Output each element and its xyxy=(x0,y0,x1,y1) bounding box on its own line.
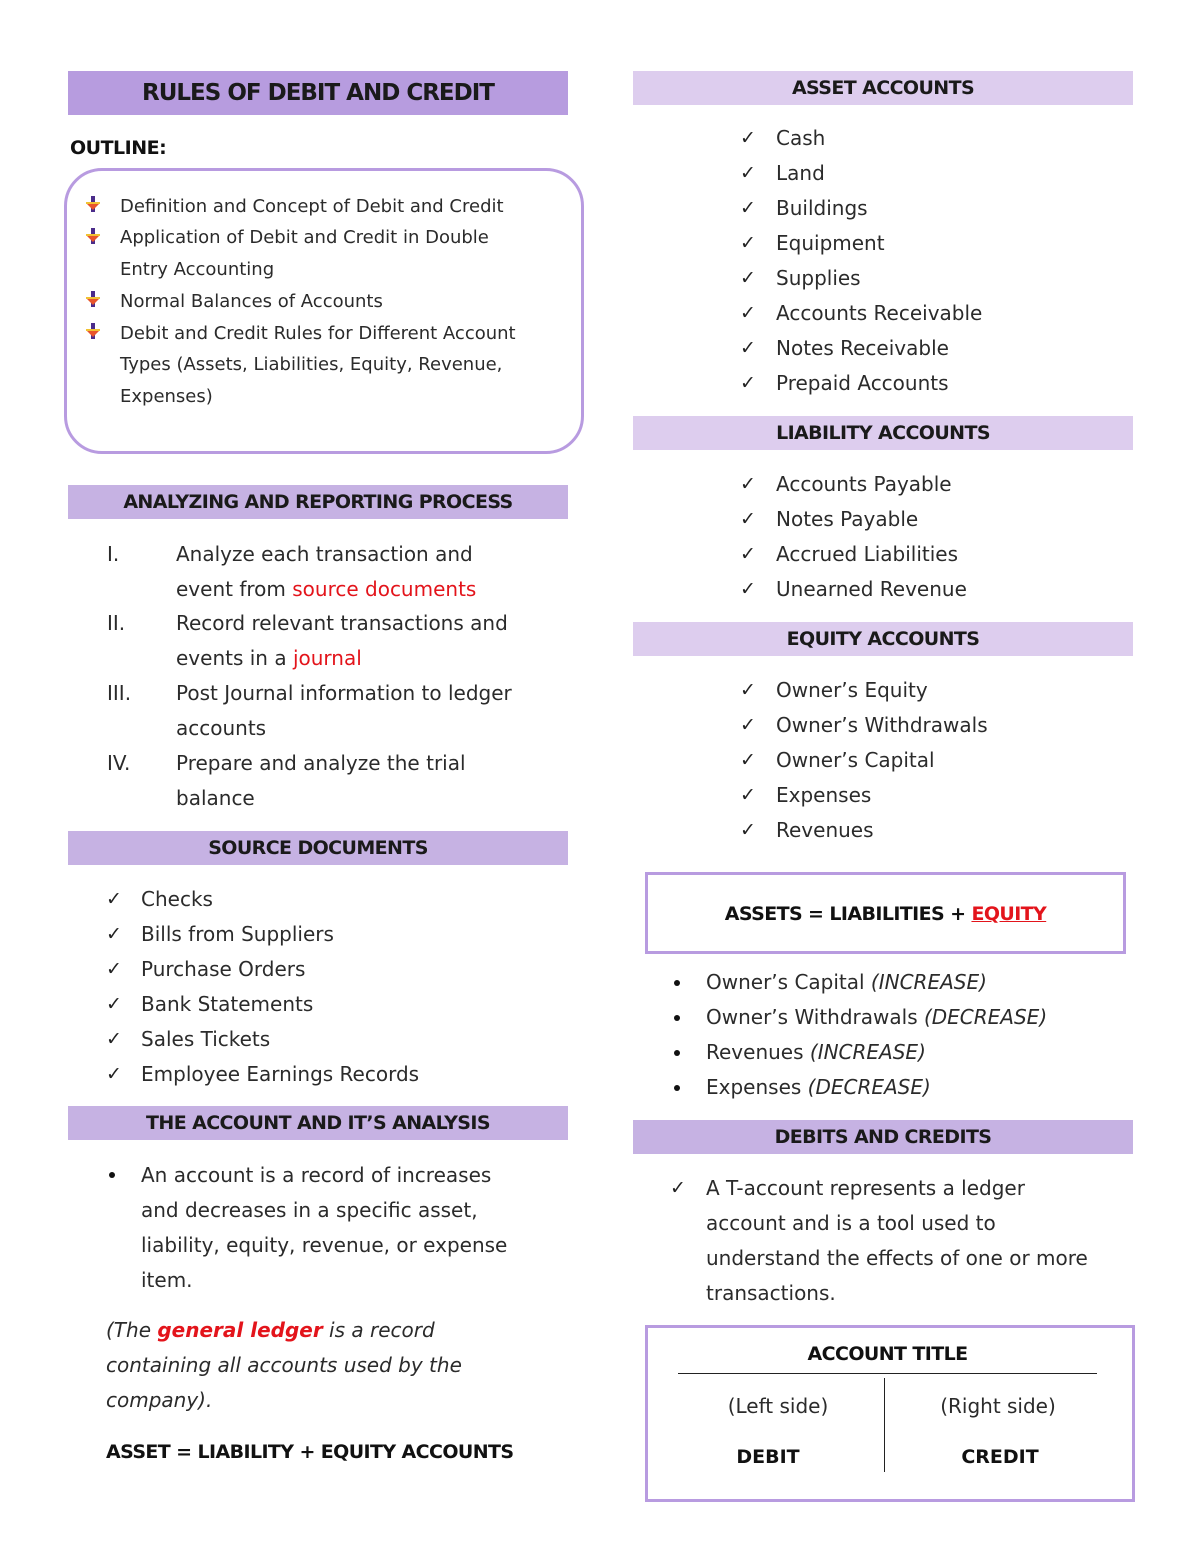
equity-account-item: Revenues xyxy=(776,818,874,842)
check-icon: ✓ xyxy=(740,127,756,149)
general-ledger-note: company). xyxy=(106,1388,213,1412)
outline-item: Application of Debit and Credit in Double xyxy=(120,227,489,248)
bullet-icon xyxy=(109,1172,115,1178)
step-number: III. xyxy=(107,681,132,705)
equity-effect: Owner’s Capital (INCREASE) xyxy=(706,970,987,994)
general-ledger-note: (The general ledger is a record xyxy=(106,1318,435,1342)
process-header: ANALYZING AND REPORTING PROCESS xyxy=(68,485,568,519)
journal-link: journal xyxy=(292,646,362,670)
check-icon: ✓ xyxy=(740,372,756,394)
step-text: Prepare and analyze the trial xyxy=(176,751,466,775)
step-number: II. xyxy=(107,611,126,635)
check-icon: ✓ xyxy=(740,819,756,841)
source-document-item: Purchase Orders xyxy=(141,957,306,981)
check-icon: ✓ xyxy=(106,958,122,980)
t-account-description: understand the effects of one or more xyxy=(706,1246,1088,1270)
asset-account-item: Cash xyxy=(776,126,826,150)
check-icon: ✓ xyxy=(740,232,756,254)
check-icon: ✓ xyxy=(740,337,756,359)
account-analysis-header: THE ACCOUNT AND IT’S ANALYSIS xyxy=(68,1106,568,1140)
credit-label: CREDIT xyxy=(961,1446,1039,1468)
bullet-icon xyxy=(674,1015,680,1021)
check-icon: ✓ xyxy=(106,888,122,910)
source-document-item: Checks xyxy=(141,887,213,911)
account-definition: item. xyxy=(141,1268,193,1292)
liability-account-item: Accrued Liabilities xyxy=(776,542,959,566)
source-document-item: Sales Tickets xyxy=(141,1027,271,1051)
check-icon: ✓ xyxy=(740,267,756,289)
check-icon: ✓ xyxy=(740,508,756,530)
check-icon: ✓ xyxy=(106,923,122,945)
check-icon: ✓ xyxy=(740,784,756,806)
check-icon: ✓ xyxy=(740,578,756,600)
equity-effect: Expenses (DECREASE) xyxy=(706,1075,931,1099)
source-document-item: Bills from Suppliers xyxy=(141,922,334,946)
liability-account-item: Notes Payable xyxy=(776,507,919,531)
equity-account-item: Owner’s Capital xyxy=(776,748,935,772)
equity-accounts-header: EQUITY ACCOUNTS xyxy=(633,622,1133,656)
account-definition: liability, equity, revenue, or expense xyxy=(141,1233,508,1257)
equity-effect: Owner’s Withdrawals (DECREASE) xyxy=(706,1005,1048,1029)
page-title: RULES OF DEBIT AND CREDIT xyxy=(68,71,568,115)
right-side-label: (Right side) xyxy=(940,1394,1056,1418)
check-icon: ✓ xyxy=(106,1028,122,1050)
source-documents-link: source documents xyxy=(292,577,477,601)
t-account-description: account and is a tool used to xyxy=(706,1211,996,1235)
asset-account-item: Equipment xyxy=(776,231,885,255)
check-icon: ✓ xyxy=(740,543,756,565)
check-icon: ✓ xyxy=(740,749,756,771)
step-text: Record relevant transactions and xyxy=(176,611,508,635)
outline-item: Entry Accounting xyxy=(120,259,275,280)
check-icon: ✓ xyxy=(740,473,756,495)
asset-accounts-header: ASSET ACCOUNTS xyxy=(633,71,1133,105)
left-side-label: (Left side) xyxy=(727,1394,829,1418)
arrow-bullet-icon xyxy=(86,291,100,307)
bullet-icon xyxy=(674,1050,680,1056)
asset-account-item: Land xyxy=(776,161,825,185)
check-icon: ✓ xyxy=(740,679,756,701)
outline-item: Types (Assets, Liabilities, Equity, Revenue, xyxy=(120,354,503,375)
equity-account-item: Expenses xyxy=(776,783,872,807)
step-text: balance xyxy=(176,786,255,810)
t-account-horizontal-line xyxy=(678,1373,1097,1374)
t-account-vertical-line xyxy=(884,1378,885,1472)
source-documents-header: SOURCE DOCUMENTS xyxy=(68,831,568,865)
step-text: accounts xyxy=(176,716,267,740)
check-icon: ✓ xyxy=(106,993,122,1015)
outline-item: Expenses) xyxy=(120,386,213,407)
general-ledger-term: general ledger xyxy=(157,1318,323,1342)
equity-term: EQUITY xyxy=(971,903,1047,925)
outline-item: Normal Balances of Accounts xyxy=(120,291,383,312)
general-ledger-note: containing all accounts used by the xyxy=(106,1353,462,1377)
source-document-item: Bank Statements xyxy=(141,992,314,1016)
account-definition: An account is a record of increases xyxy=(141,1163,492,1187)
liability-account-item: Unearned Revenue xyxy=(776,577,967,601)
account-definition: and decreases in a specific asset, xyxy=(141,1198,478,1222)
step-number: IV. xyxy=(107,751,131,775)
outline-item: Definition and Concept of Debit and Credit xyxy=(120,196,504,217)
source-document-item: Employee Earnings Records xyxy=(141,1062,420,1086)
liability-account-item: Accounts Payable xyxy=(776,472,952,496)
arrow-bullet-icon xyxy=(86,196,100,212)
debit-label: DEBIT xyxy=(736,1446,800,1468)
debits-credits-header: DEBITS AND CREDITS xyxy=(633,1120,1133,1154)
check-icon: ✓ xyxy=(106,1063,122,1085)
check-icon: ✓ xyxy=(740,714,756,736)
asset-account-item: Supplies xyxy=(776,266,861,290)
asset-account-item: Notes Receivable xyxy=(776,336,949,360)
step-text: event from source documents xyxy=(176,577,477,601)
bullet-icon xyxy=(674,980,680,986)
step-text: events in a journal xyxy=(176,646,362,670)
check-icon: ✓ xyxy=(740,302,756,324)
liability-accounts-header: LIABILITY ACCOUNTS xyxy=(633,416,1133,450)
asset-account-item: Buildings xyxy=(776,196,868,220)
equity-effect: Revenues (INCREASE) xyxy=(706,1040,926,1064)
step-text: Post Journal information to ledger xyxy=(176,681,512,705)
arrow-bullet-icon xyxy=(86,323,100,339)
equity-account-item: Owner’s Withdrawals xyxy=(776,713,988,737)
asset-account-item: Prepaid Accounts xyxy=(776,371,949,395)
outline-label: OUTLINE: xyxy=(70,137,167,159)
accounting-equation: ASSET = LIABILITY + EQUITY ACCOUNTS xyxy=(106,1441,514,1463)
arrow-bullet-icon xyxy=(86,228,100,244)
t-account-title: ACCOUNT TITLE xyxy=(807,1343,968,1365)
t-account-description: A T-account represents a ledger xyxy=(706,1176,1025,1200)
step-text: Analyze each transaction and xyxy=(176,542,473,566)
step-number: I. xyxy=(107,542,120,566)
check-icon: ✓ xyxy=(670,1177,686,1199)
asset-account-item: Accounts Receivable xyxy=(776,301,983,325)
check-icon: ✓ xyxy=(740,197,756,219)
check-icon: ✓ xyxy=(740,162,756,184)
t-account-description: transactions. xyxy=(706,1281,836,1305)
equity-account-item: Owner’s Equity xyxy=(776,678,928,702)
outline-item: Debit and Credit Rules for Different Account xyxy=(120,323,516,344)
equation-text: ASSETS = LIABILITIES + EQUITY xyxy=(724,903,1047,925)
bullet-icon xyxy=(674,1085,680,1091)
